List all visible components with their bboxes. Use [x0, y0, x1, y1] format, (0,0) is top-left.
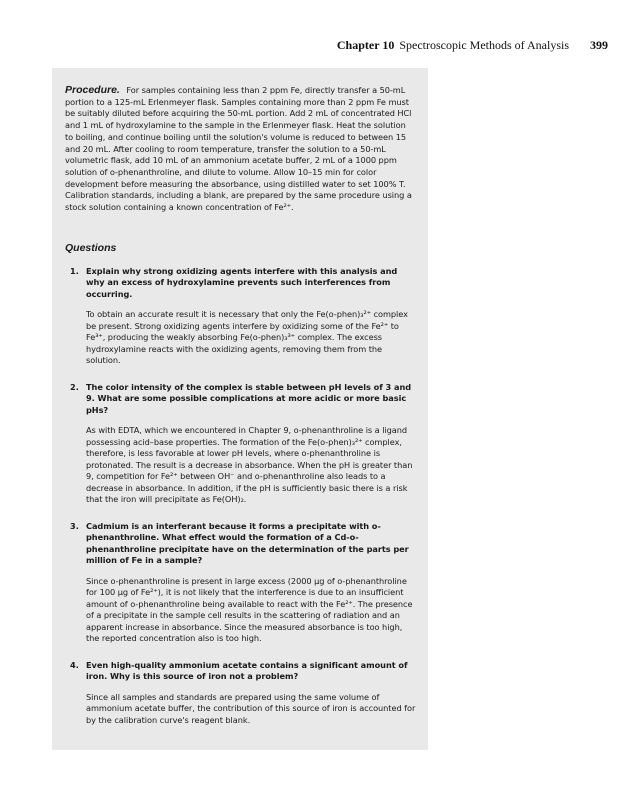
question-item	[65, 382, 416, 506]
chapter-label: Chapter 10	[336, 38, 395, 52]
procedure-box	[52, 68, 428, 750]
question-text: Cadmium is an interferant because it forms a precipitate with o-phenanthroline. What effect would the formation of a Cd-o-phenanthroline precipitate have on the determination of the parts per million of Fe in a sample?	[86, 520, 409, 566]
question-item	[65, 521, 416, 645]
question-number: 1.	[70, 265, 79, 276]
answer-text: Since o-phenanthroline is present in large excess (2000 μg of o-phenanthroline for 100 μg of Fe²⁺), it is not likely that the interference is due to an insufficient amount of o-phenanthroline being available to react with the Fe²⁺. The presence of a precipitate in the sample cell results in the scattering of radiation and an apparent increase in absorbance. Since the measured absorbance is too high, the reported concentration also is too high.	[86, 575, 413, 644]
question-item	[65, 266, 416, 367]
chapter-title: Spectroscopic Methods of Analysis	[399, 38, 569, 52]
question-number: 2.	[70, 381, 79, 392]
running-header	[0, 38, 608, 53]
answer-text: To obtain an accurate result it is necessary that only the Fe(o-phen)₃²⁺ complex be present. Strong oxidizing agents interfere by oxidizing some of the Fe²⁺ to Fe³⁺, producing the weakly absorbing Fe(o-phen)₃³⁺ complex. The excess hydroxylamine reacts with the oxidizing agents, removing them from the solution.	[86, 309, 408, 366]
page-number: 399	[590, 38, 608, 52]
question-number: 4.	[70, 659, 79, 670]
question-text: Explain why strong oxidizing agents interfere with this analysis and why an excess of hydroxylamine prevents such interferences from occurring.	[86, 265, 398, 299]
procedure-text: For samples containing less than 2 ppm Fe, directly transfer a 50-mL portion to a 125-mL Erlenmeyer flask. Samples containing more than 2 ppm Fe must be suitably diluted before acquiring the 50-mL portion. Add 2 mL of concentrated HCl and 1 mL of hydroxylamine to the sample in the Erlenmeyer flask. Heat the solution to boiling, and continue boiling until the solution's volume is reduced to between 15 and 20 mL. After cooling to room temperature, transfer the solution to a 50-mL volumetric flask, add 10 mL of an ammonium acetate buffer, 2 mL of a 1000 ppm solution of o-phenanthroline, and dilute to volume. Allow 10–15 min for color development before measuring the absorbance, using distilled water to set 100% T. Calibration standards, including a blank, are prepared by the same procedure using a stock solution containing a known concentration of Fe²⁺.	[65, 85, 412, 213]
question-text: The color intensity of the complex is stable between pH levels of 3 and 9. What are some possible complications at more acidic or more basic pHs?	[86, 381, 412, 415]
questions-list	[65, 266, 416, 727]
question-text: Even high-quality ammonium acetate contains a significant amount of iron. Why is this source of iron not a problem?	[86, 659, 408, 682]
question-number: 3.	[70, 520, 79, 531]
question-item	[65, 660, 416, 727]
answer-text: Since all samples and standards are prepared using the same volume of ammonium acetate buffer, the contribution of this source of iron is accounted for by the calibration curve's reagent blank.	[86, 691, 416, 725]
procedure-label: Procedure.	[65, 84, 120, 96]
questions-heading: Questions	[65, 241, 117, 254]
procedure-paragraph	[65, 85, 416, 214]
answer-text: As with EDTA, which we encountered in Chapter 9, o-phenanthroline is a ligand possessing acid–base properties. The formation of the Fe(o-phen)₃²⁺ complex, therefore, is less favorable at lower pH levels, where o-phenanthroline is protonated. The result is a decrease in absorbance. When the pH is greater than 9, competition for Fe²⁺ between OH⁻ and o-phenanthroline also leads to a decrease in absorbance. In addition, if the pH is sufficiently basic there is a risk that the iron will precipitate as Fe(OH)₂.	[86, 425, 413, 505]
